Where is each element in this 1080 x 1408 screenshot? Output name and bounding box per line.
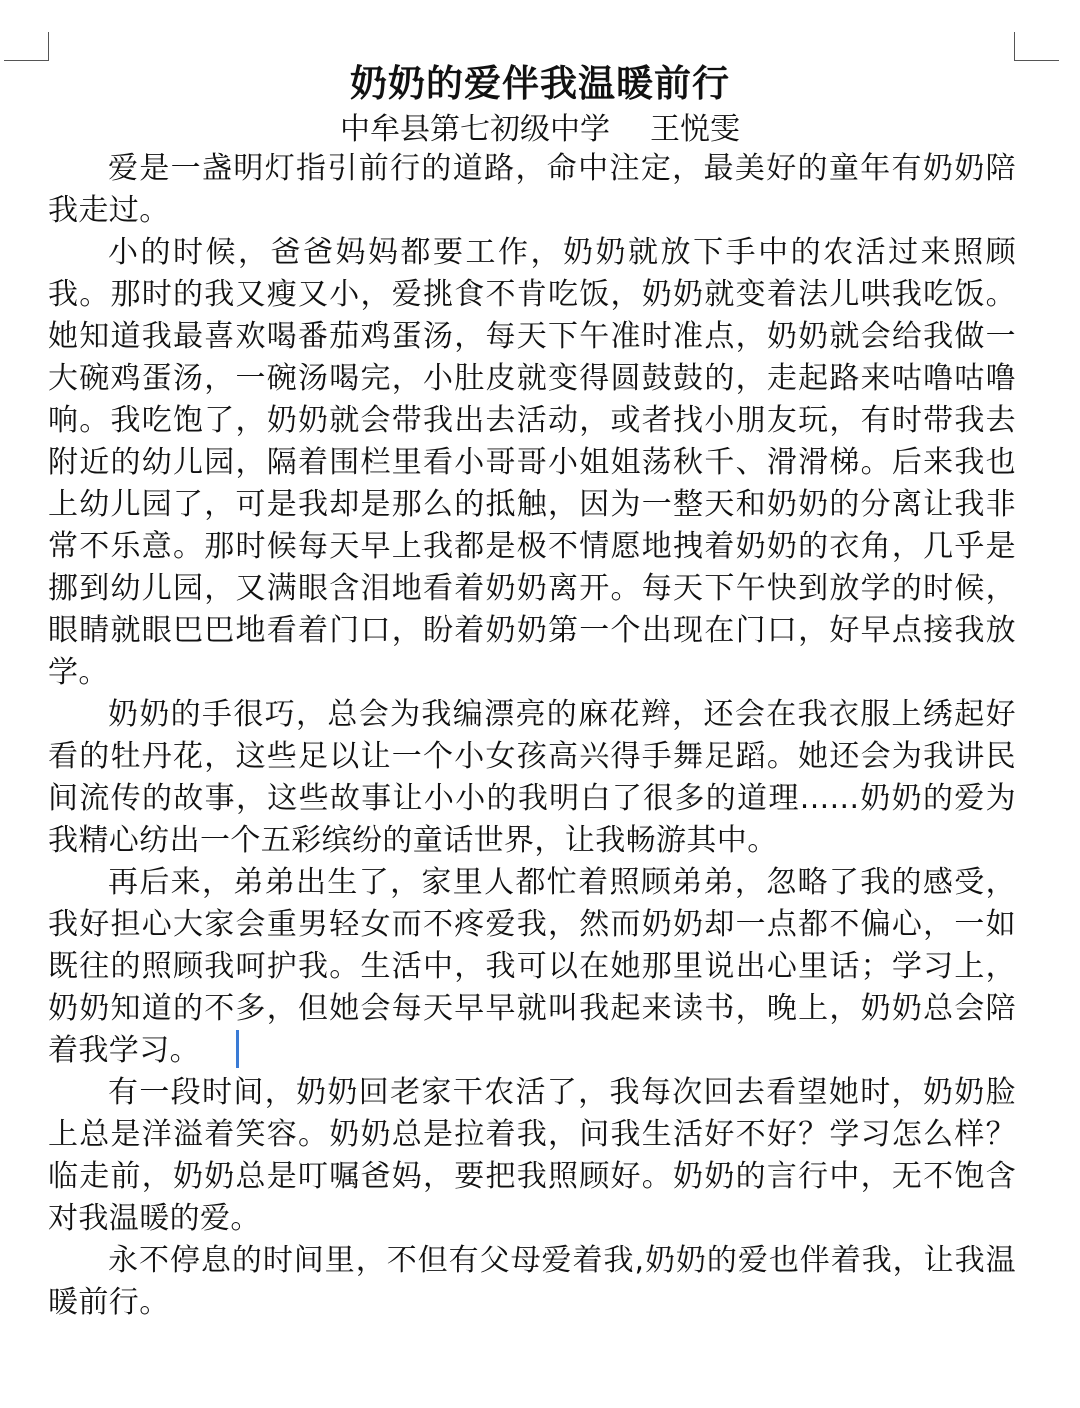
paragraph-2: 小的时候，爸爸妈妈都要工作，奶奶就放下手中的农活过来照顾我。那时的我又瘦又小，爱挑食不肯吃饭，奶奶就变着法儿哄我吃饭。她知道我最喜欢喝番茄鸡蛋汤，每天下午准时准点，奶奶就会给我做一大碗鸡蛋汤，一碗汤喝完，小肚皮就变得圆鼓鼓的，走起路来咕噜咕噜响。我吃饱了，奶奶就会带我出去活动，或者找小朋友玩，有时带我去附近的幼儿园，隔着围栏里看小哥哥小姐姐荡秋千、滑滑梯。后来我也上幼儿园了，可是我却是那么的抵触，因为一整天和奶奶的分离让我非常不乐意。那时候每天早上我都是极不情愿地拽着奶奶的衣角，几乎是挪到幼儿园，又满眼含泪地看着奶奶离开。每天下午快到放学的时候，眼睛就眼巴巴地看着门口，盼着奶奶第一个出现在门口，好早点接我放学。 [48,235,1016,690]
byline-school: 中牟县第七初级中学 [340,112,610,147]
paragraph-1: 爱是一盏明灯指引前行的道路，命中注定，最美好的童年有奶奶陪我走过。 [48,151,1016,228]
crop-mark-top-right [1014,32,1059,61]
text-cursor [236,1030,239,1068]
document-title: 奶奶的爱伴我温暖前行 [350,62,730,105]
document-body[interactable] [48,148,1016,1324]
byline [0,110,1080,150]
crop-mark-top-left [4,32,49,61]
paragraph-4 [48,862,1016,1072]
paragraph-6: 永不停息的时间里，不但有父母爱着我,奶奶的爱也伴着我，让我温暖前行。 [48,1243,1016,1320]
paragraph-3: 奶奶的手很巧，总会为我编漂亮的麻花辫，还会在我衣服上绣起好看的牡丹花，这些足以让一个小女孩高兴得手舞足蹈。她还会为我讲民间流传的故事，这些故事让小小的我明白了很多的道理......奶奶的爱为我精心纺出一个五彩缤纷的童话世界，让我畅游其中。 [48,697,1016,858]
paragraph-4-text: 再后来，弟弟出生了，家里人都忙着照顾弟弟，忽略了我的感受，我好担心大家会重男轻女而不疼爱我，然而奶奶却一点都不偏心，一如既往的照顾我呵护我。生活中，我可以在她那里说出心里话；学习上，奶奶知道的不多，但她会每天早早就叫我起来读书，晚上，奶奶总会陪着我学习。 [48,865,1016,1068]
byline-author: 王悦雯 [650,112,740,147]
paragraph-5: 有一段时间，奶奶回老家干农活了，我每次回去看望她时，奶奶脸上总是洋溢着笑容。奶奶总是拉着我，问我生活好不好？学习怎么样？临走前，奶奶总是叮嘱爸妈，要把我照顾好。奶奶的言行中，无不饱含对我温暖的爱。 [48,1075,1016,1236]
